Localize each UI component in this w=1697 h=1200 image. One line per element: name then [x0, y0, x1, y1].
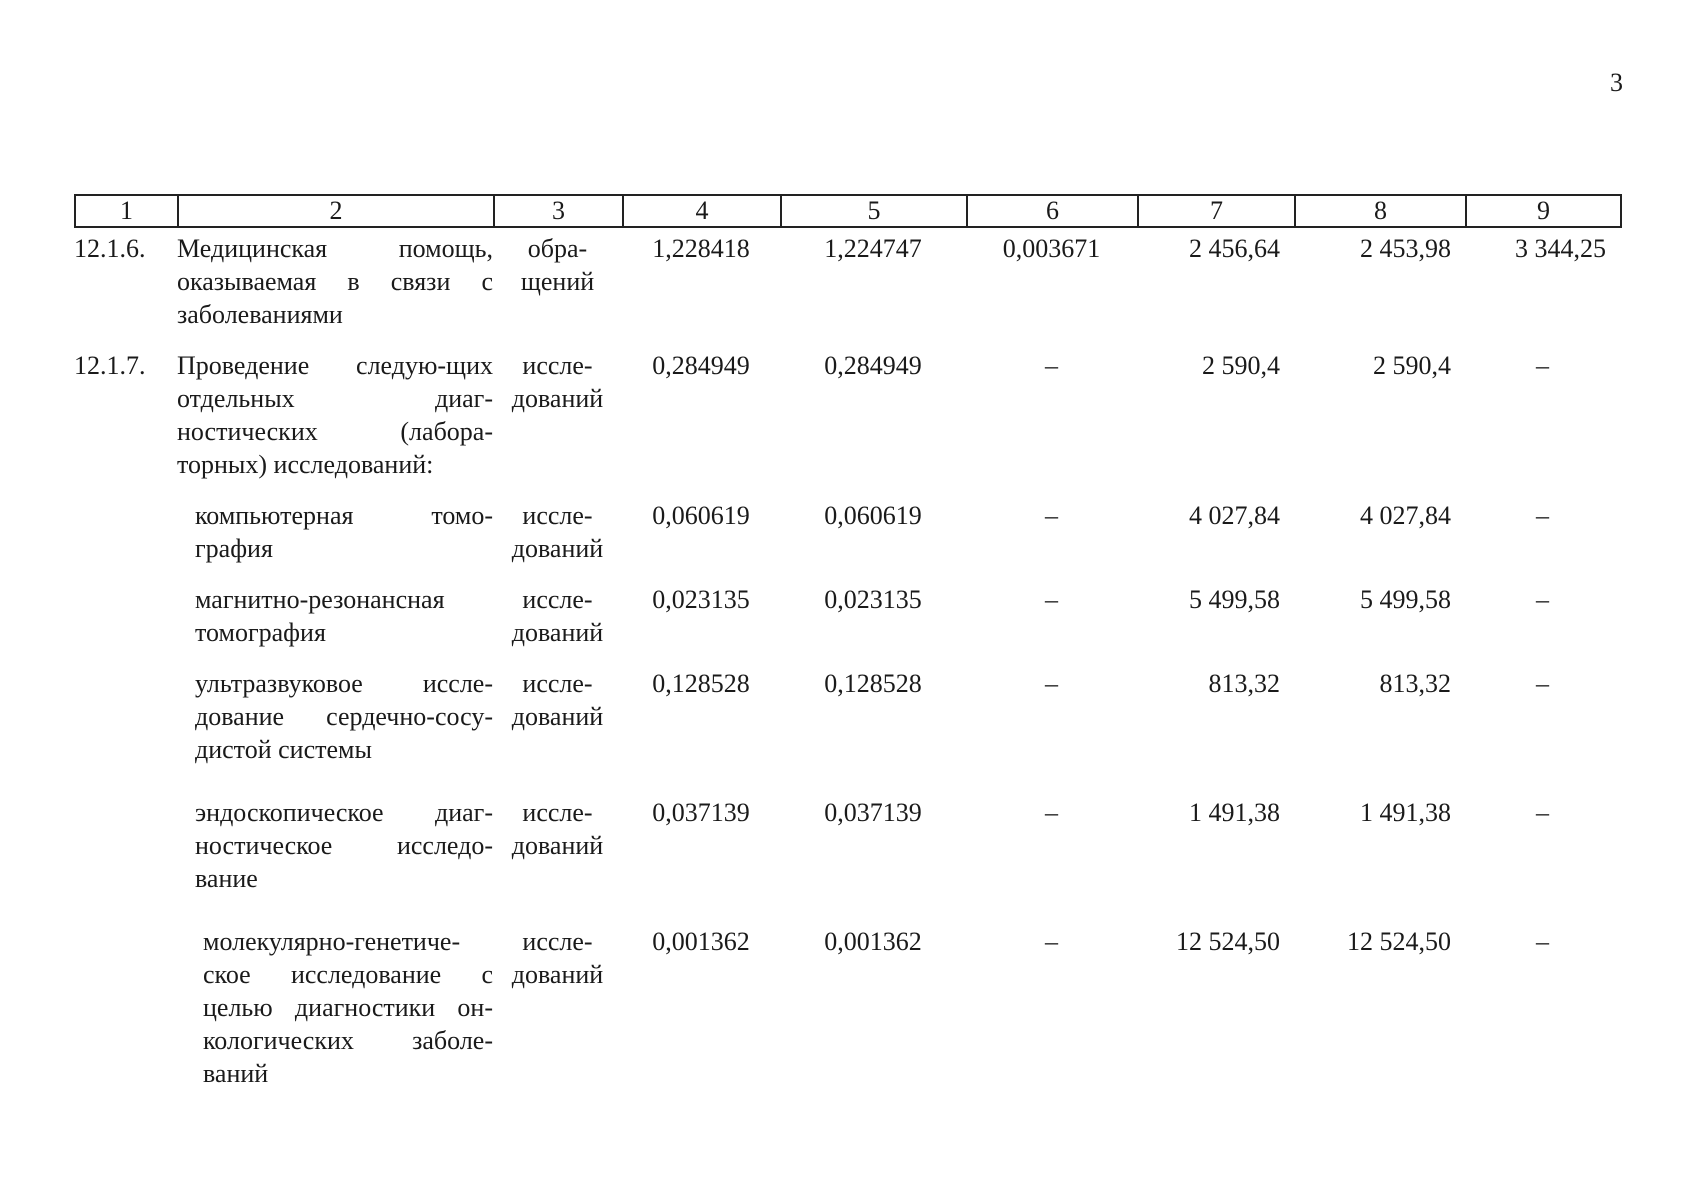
column-header: 1: [75, 195, 178, 227]
row-col9: –: [1536, 585, 1549, 614]
row-col6: –: [1045, 669, 1058, 698]
row-col5: 0,284949: [824, 351, 922, 380]
table-row: [74, 349, 1620, 499]
row-col9: –: [1536, 501, 1549, 530]
row-unit: иссле-дований: [511, 501, 604, 563]
row-name: магнитно-резонансная томография: [195, 585, 445, 647]
table-row: [74, 796, 1620, 925]
row-col7: 12 524,50: [1176, 927, 1280, 956]
row-col4: 0,001362: [652, 927, 750, 956]
row-name: молекулярно-генетиче-ское исследование с целью диагностики он-кологических заболе-ваний: [203, 927, 493, 1088]
row-col8: 4 027,84: [1360, 501, 1451, 530]
row-col6: –: [1045, 351, 1058, 380]
row-code: [74, 583, 177, 667]
row-col7: 1 491,38: [1189, 798, 1280, 827]
row-col5: 0,060619: [824, 501, 922, 530]
row-col9: –: [1536, 927, 1549, 956]
table-row: [74, 232, 1620, 349]
page-number: 3: [1610, 68, 1623, 97]
column-header: 5: [781, 195, 967, 227]
column-header: 9: [1466, 195, 1621, 227]
row-name: ультразвуковое иссле-дование сердечно-сосу-дистой системы: [195, 669, 493, 764]
row-col4: 0,284949: [652, 351, 750, 380]
row-code: [74, 667, 177, 796]
row-col8: 12 524,50: [1347, 927, 1451, 956]
row-col4: 0,128528: [652, 669, 750, 698]
row-col4: 0,023135: [652, 585, 750, 614]
data-table: [74, 232, 1620, 1090]
column-header: 4: [623, 195, 781, 227]
row-col8: 5 499,58: [1360, 585, 1451, 614]
row-col8: 2 453,98: [1360, 234, 1451, 263]
table-row: [74, 499, 1620, 583]
row-col9: –: [1536, 351, 1549, 380]
row-col5: 1,224747: [824, 234, 922, 263]
table-row: [74, 583, 1620, 667]
table-row: [74, 667, 1620, 796]
column-header: 6: [967, 195, 1138, 227]
row-col7: 4 027,84: [1189, 501, 1280, 530]
row-code: 12.1.7.: [74, 351, 146, 380]
column-header: 7: [1138, 195, 1295, 227]
row-name: Медицинская помощь, оказываемая в связи с заболеваниями: [177, 234, 493, 329]
row-col9: –: [1536, 798, 1549, 827]
row-col4: 0,060619: [652, 501, 750, 530]
row-name: Проведение следую-щих отдельных диаг-ностических (лабора-торных) исследований:: [177, 351, 493, 479]
row-col5: 0,023135: [824, 585, 922, 614]
row-code: [74, 925, 177, 1090]
column-header-table: [74, 194, 1622, 228]
row-col4: 0,037139: [652, 798, 750, 827]
row-name: компьютерная томо-графия: [195, 501, 493, 563]
table-row: [74, 925, 1620, 1090]
column-header: 8: [1295, 195, 1466, 227]
row-col9: 3 344,25: [1515, 234, 1606, 263]
row-unit: иссле-дований: [511, 669, 604, 731]
row-code: [74, 499, 177, 583]
row-col4: 1,228418: [652, 234, 750, 263]
row-name: эндоскопическое диаг-ностическое исследо-вание: [195, 798, 493, 893]
row-col7: 813,32: [1208, 669, 1280, 698]
row-col9: –: [1536, 669, 1549, 698]
row-col6: –: [1045, 798, 1058, 827]
row-col5: 0,037139: [824, 798, 922, 827]
row-code: [74, 796, 177, 925]
row-col7: 5 499,58: [1189, 585, 1280, 614]
row-unit: иссле-дований: [511, 798, 604, 860]
row-col6: –: [1045, 585, 1058, 614]
row-col7: 2 590,4: [1202, 351, 1280, 380]
column-header: 3: [494, 195, 623, 227]
row-col8: 2 590,4: [1373, 351, 1451, 380]
row-col5: 0,128528: [824, 669, 922, 698]
row-col8: 813,32: [1379, 669, 1451, 698]
row-col6: –: [1045, 927, 1058, 956]
column-header: 2: [178, 195, 494, 227]
row-unit: иссле-дований: [511, 927, 604, 989]
row-col7: 2 456,64: [1189, 234, 1280, 263]
row-col5: 0,001362: [824, 927, 922, 956]
row-col6: –: [1045, 501, 1058, 530]
row-unit: иссле-дований: [511, 351, 604, 413]
row-unit: иссле-дований: [511, 585, 604, 647]
row-code: 12.1.6.: [74, 234, 146, 263]
row-col6: 0,003671: [1002, 234, 1101, 263]
column-header-row: [75, 195, 1621, 227]
row-unit: обра-щений: [520, 234, 595, 296]
row-col8: 1 491,38: [1360, 798, 1451, 827]
